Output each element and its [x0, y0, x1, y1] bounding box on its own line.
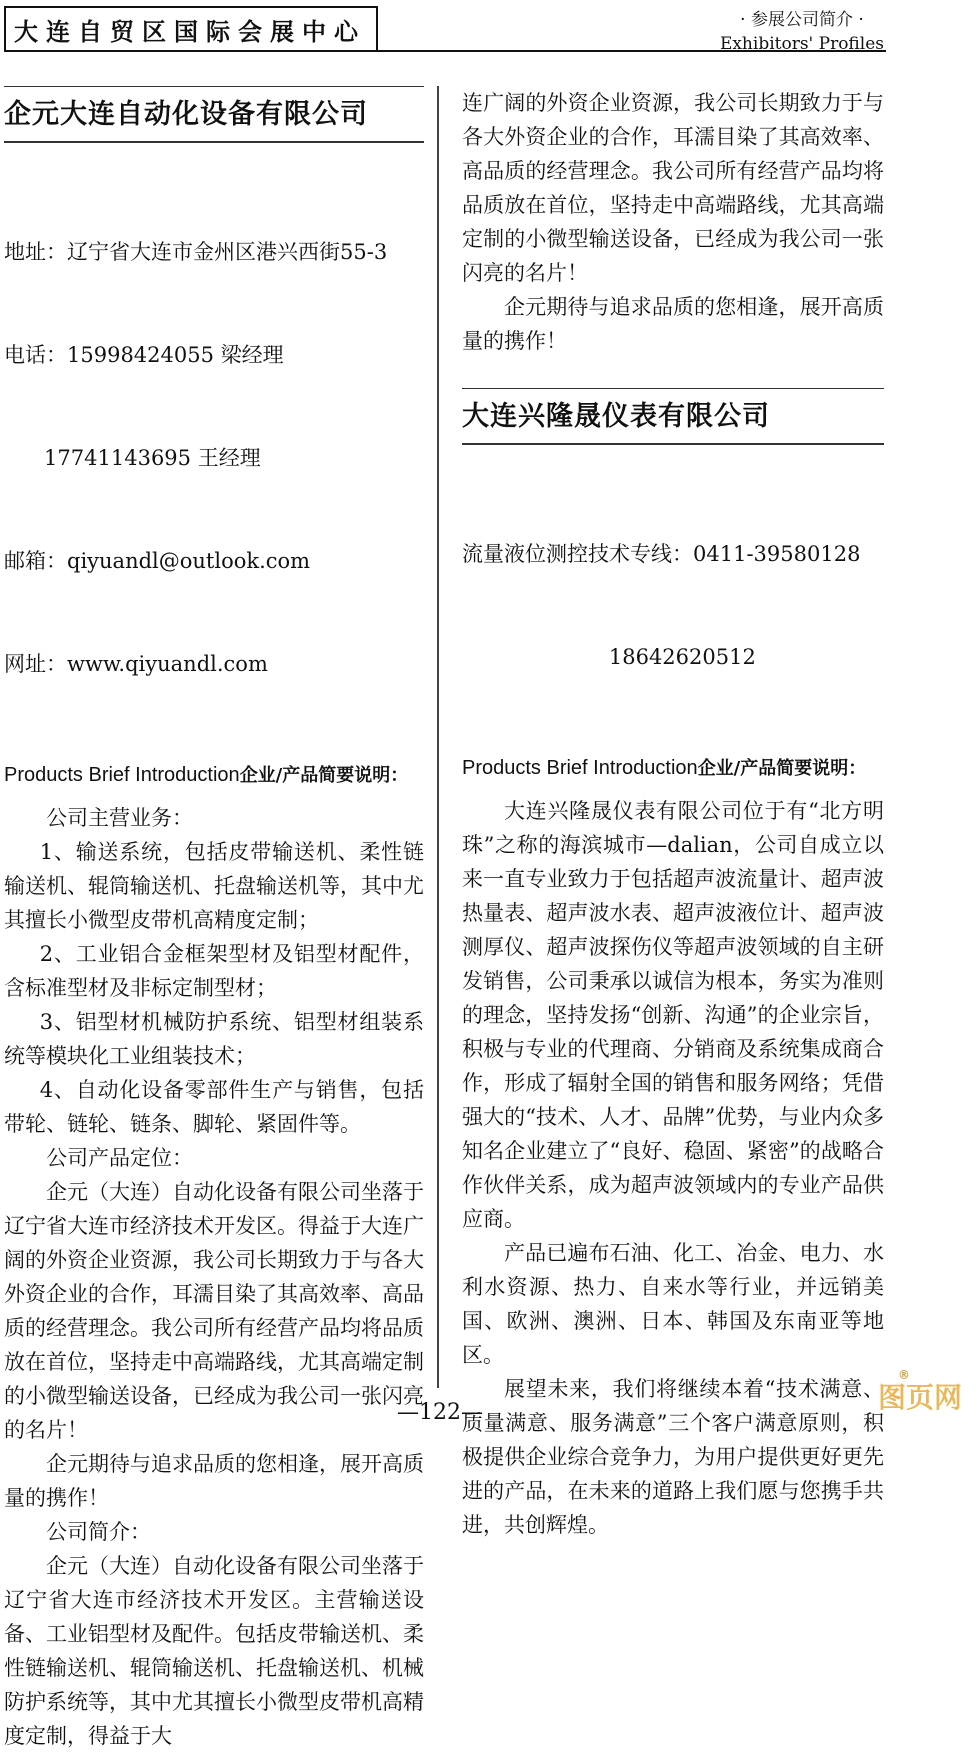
header-section-label [720, 8, 884, 56]
title-rule-bottom [462, 443, 884, 445]
company-title: 大连兴隆晟仪表有限公司 [462, 401, 770, 432]
contact-email: 邮箱：qiyuandl@outlook.com [4, 549, 311, 573]
contact-website: 网址：www.qiyuandl.com [4, 652, 268, 676]
body-paragraph: 大连兴隆晟仪表有限公司位于有“北方明珠”之称的海滨城市—dalian，公司自成立以来一直专业致力于包括超声波流量计、超声波热量表、超声波水表、超声波液位计、超声波测厚仪、超声波探伤仪等超声波领域的自主研发销售，公司秉承以诚信为根本，务实为准则的理念，坚持发扬“创新、沟通”的企业宗旨，积极与专业的代理商、分销商及系统集成商合作，形成了辐射全国的销售和服务网络；凭借强大的“技术、人才、品牌”优势，与业内众多知名企业建立了“良好、稳固、紧密”的战略合作伙伴关系，成为超声波领域内的专业产品供应商。 [462, 799, 884, 1231]
body-paragraph: 3、铝型材机械防护系统、铝型材组装系统等模块化工业组装技术； [4, 1010, 424, 1068]
products-intro-en: Products Brief Introduction [4, 764, 240, 786]
title-rule-bottom [4, 141, 424, 143]
body-paragraph: 公司主营业务： [46, 806, 193, 830]
body-paragraph: 公司产品定位： [46, 1146, 193, 1170]
column-divider [437, 86, 439, 1388]
contact-phone: 电话：15998424055 梁经理 [4, 343, 284, 367]
products-intro-cn: 企业/产品简要说明： [239, 765, 409, 786]
body-paragraph: 企元（大连）自动化设备有限公司坐落于辽宁省大连市经济技术开发区。得益于大连广阔的外资企业资源，我公司长期致力于与各大外资企业的合作，耳濡目染了其高效率、高品质的经营理念。我公司所有经营产品均将品质放在首位，坚持走中高端路线，尤其高端定制的小微型输送设备，已经成为我公司一张闪亮的名片！ [4, 1180, 424, 1442]
products-intro-en: Products Brief Introduction [462, 757, 698, 779]
right-column [462, 86, 884, 1542]
watermark-text: 图页网 [877, 1381, 962, 1414]
products-intro-cn: 企业/产品简要说明： [697, 758, 867, 779]
body-paragraph: 2、工业铝合金框架型材及铝型材配件，含标准型材及非标定制型材； [4, 942, 424, 1000]
header-section-cn: · 参展公司简介 · [740, 10, 864, 30]
page-number: —122— [397, 1400, 483, 1425]
title-rule-top [462, 388, 884, 389]
body-paragraph: 企元期待与追求品质的您相逢，展开高质量的携作！ [4, 1452, 424, 1510]
title-rule-top [4, 86, 424, 87]
body-paragraph: 4、自动化设备零部件生产与销售，包括带轮、链轮、链条、脚轮、紧固件等。 [4, 1078, 424, 1136]
body-paragraph: 产品已遍布石油、化工、冶金、电力、水利水资源、热力、自来水等行业，并远销美国、欧洲、澳洲、日本、韩国及东南亚等地区。 [462, 1241, 884, 1367]
contact-address: 地址：辽宁省大连市金州区港兴西街55-3 [4, 240, 388, 264]
header-section-en: Exhibitors' Profiles [719, 34, 884, 54]
body-paragraph: 连广阔的外资企业资源，我公司长期致力于与各大外资企业的合作，耳濡目染了其高效率、高品质的经营理念。我公司所有经营产品均将品质放在首位，坚持走中高端路线，尤其高端定制的小微型输送设备，已经成为我公司一张闪亮的名片！ [462, 91, 884, 285]
contact-hotline: 流量液位测控技术专线：0411-39580128 [462, 542, 861, 566]
contact-block [4, 167, 424, 750]
body-paragraph: 企元期待与追求品质的您相逢，展开高质量的携作！ [462, 295, 884, 353]
products-intro-heading [462, 753, 884, 784]
contact-block [462, 469, 884, 743]
body-paragraph: 企元（大连）自动化设备有限公司坐落于辽宁省大连市经济技术开发区。主营输送设备、工业铝型材及配件。包括皮带输送机、柔性链输送机、辊筒输送机、托盘输送机、机械防护系统等，其中尤其擅长小微型皮带机高精度定制，得益于大 [4, 1554, 424, 1748]
header-title-box [4, 6, 378, 52]
registered-mark: ® [898, 1368, 910, 1382]
body-paragraph: 1、输送系统，包括皮带输送机、柔性链输送机、辊筒输送机、托盘输送机等，其中尤其擅长小微型皮带机高精度定制； [4, 840, 424, 932]
body-paragraph: 展望未来，我们将继续本着“技术满意、质量满意、服务满意”三个客户满意原则，积极提供企业综合竞争力，为用户提供更好更先进的产品，在未来的道路上我们愿与您携手共进，共创辉煌。 [462, 1377, 884, 1537]
left-column [4, 86, 424, 1753]
contact-phone-2: 17741143695 王经理 [4, 446, 261, 470]
header-title: 大连自贸区国际会展中心 [14, 17, 366, 46]
body-paragraph: 公司简介： [46, 1520, 151, 1544]
products-intro-heading [4, 760, 424, 791]
watermark-logo [877, 1368, 962, 1416]
company-title: 企元大连自动化设备有限公司 [4, 99, 368, 130]
contact-hotline-2: 18642620512 [462, 645, 756, 669]
